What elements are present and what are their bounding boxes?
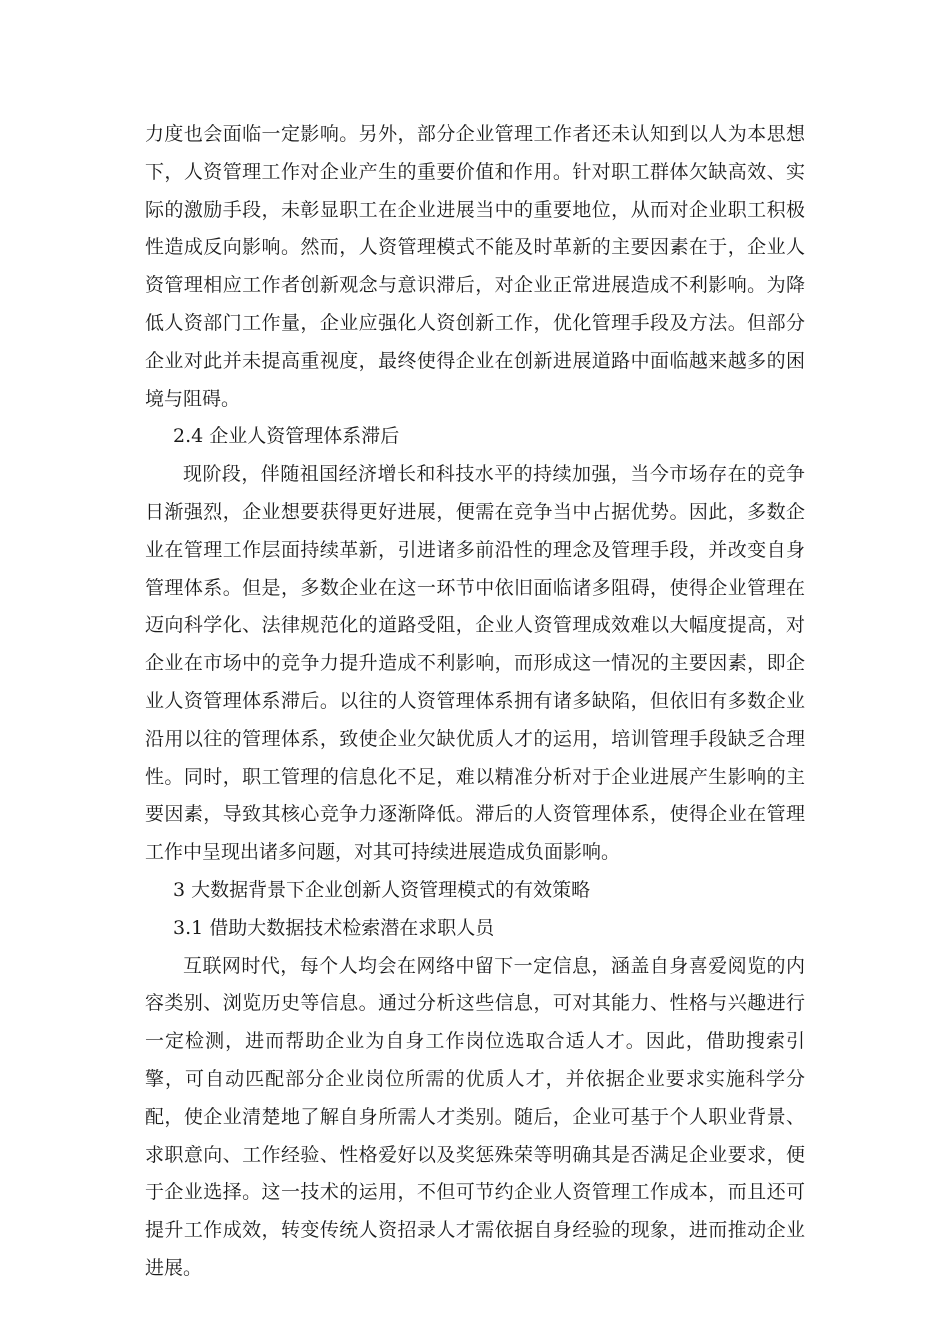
paragraph-body: 现阶段，伴随祖国经济增长和科技水平的持续加强，当今市场存在的竞争日渐强烈，企业想要获得更好进展，便需在竞争当中占据优势。因此，多数企业在管理工作层面持续革新，引进诸多前沿性的理念及管理手段，并改变自身管理体系。但是，多数企业在这一环节中依旧面临诸多阻碍，使得企业管理在迈向科学化、法律规范化的道路受阻，企业人资管理成效难以大幅度提高，对企业在市场中的竞争力提升造成不利影响，而形成这一情况的主要因素，即企业人资管理体系滞后。以往的人资管理体系拥有诸多缺陷，但依旧有多数企业沿用以往的管理体系，致使企业欠缺优质人才的运用，培训管理手段缺乏合理性。同时，职工管理的信息化不足，难以精准分析对于企业进展产生影响的主要因素，导致其核心竞争力逐渐降低。滞后的人资管理体系，使得企业在管理工作中呈现出诸多问题，对其可持续进展造成负面影响。 [145, 463, 805, 864]
section-heading-3-1: 3.1 借助大数据技术检索潜在求职人员 [173, 916, 495, 939]
paragraph-continuation: 力度也会面临一定影响。另外，部分企业管理工作者还未认知到以人为本思想下，人资管理工作对企业产生的重要价值和作用。针对职工群体欠缺高效、实际的激励手段，未彰显职工在企业进展当中的重要地位，从而对企业职工积极性造成反向影响。然而，人资管理模式不能及时革新的主要因素在于，企业人资管理相应工作者创新观念与意识滞后，对企业正常进展造成不利影响。为降低人资部门工作量，企业应强化人资创新工作，优化管理手段及方法。但部分企业对此并未提高重视度，最终使得企业在创新进展道路中面临越来越多的困境与阻碍。 [145, 123, 805, 410]
paragraph-body: 互联网时代，每个人均会在网络中留下一定信息，涵盖自身喜爱阅览的内容类别、浏览历史等信息。通过分析这些信息，可对其能力、性格与兴趣进行一定检测，进而帮助企业为自身工作岗位选取合适人才。因此，借助搜索引擎，可自动匹配部分企业岗位所需的优质人才，并依据企业要求实施科学分配，使企业清楚地了解自身所需人才类别。随后，企业可基于个人职业背景、求职意向、工作经验、性格爱好以及奖惩殊荣等明确其是否满足企业要求，便于企业选择。这一技术的运用，不但可节约企业人资管理工作成本，而且还可提升工作成效，转变传统人资招录人才需依据自身经验的现象，进而推动企业进展。 [145, 954, 805, 1279]
document-body [145, 116, 805, 1288]
section-heading-2-4: 2.4 企业人资管理体系滞后 [173, 425, 400, 448]
section-heading-3: 3 大数据背景下企业创新人资管理模式的有效策略 [173, 878, 591, 901]
